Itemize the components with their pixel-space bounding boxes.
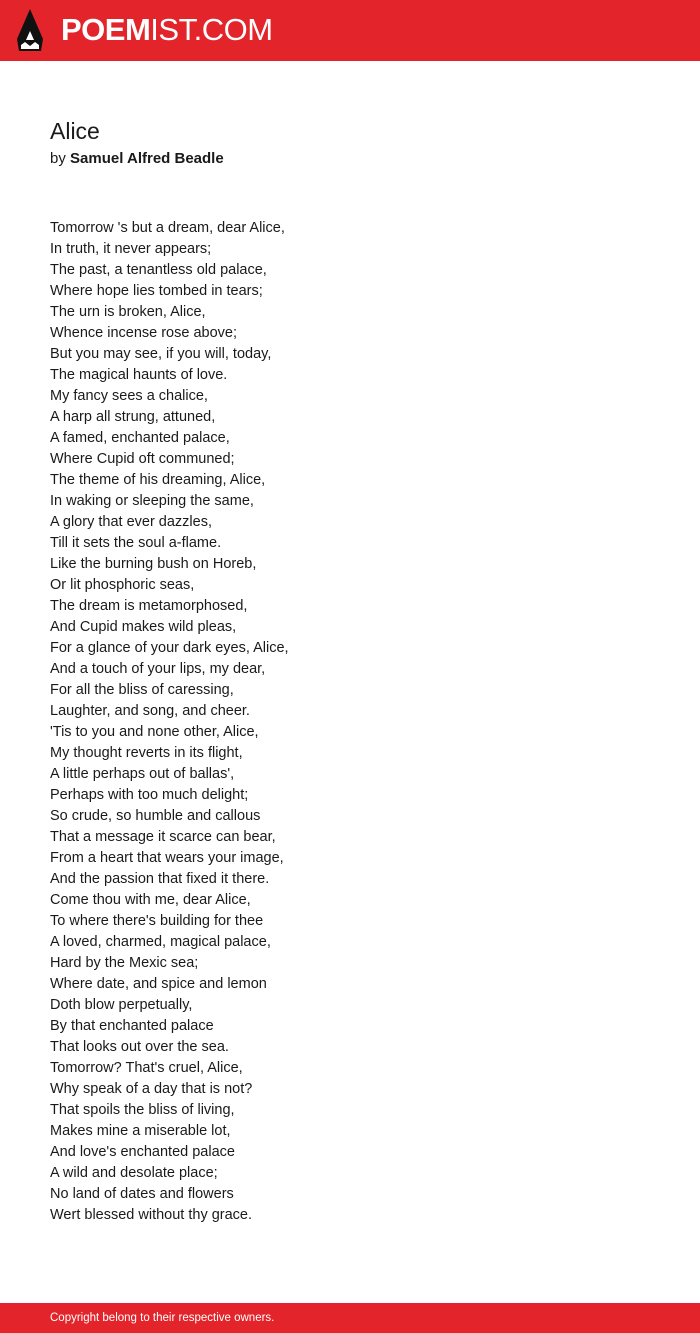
- poem-line: To where there's building for thee: [50, 913, 264, 929]
- poem-body: [50, 218, 289, 1226]
- poem-line: The urn is broken, Alice,: [50, 304, 206, 320]
- poem-line: Till it sets the soul a-flame.: [50, 535, 222, 551]
- poem-line: A glory that ever dazzles,: [50, 514, 212, 530]
- poem-line: Wert blessed without thy grace.: [50, 1207, 253, 1223]
- poem-line: A wild and desolate place;: [50, 1165, 218, 1181]
- by-label: by: [50, 150, 71, 167]
- site-footer: [0, 1303, 700, 1333]
- site-header: [0, 0, 700, 61]
- poem-line: That spoils the bliss of living,: [50, 1102, 235, 1118]
- poem-byline: [50, 148, 224, 170]
- copyright-text: Copyright belong to their respective owners.: [50, 1312, 275, 1324]
- site-logo[interactable]: [61, 12, 273, 48]
- poem-line: So crude, so humble and callous: [50, 808, 261, 824]
- poem-line: By that enchanted palace: [50, 1018, 214, 1034]
- poem-line: Perhaps with too much delight;: [50, 787, 249, 803]
- pencil-icon[interactable]: [17, 9, 43, 51]
- poem-line: Makes mine a miserable lot,: [50, 1123, 231, 1139]
- poem-line: The magical haunts of love.: [50, 367, 228, 383]
- poem-line: Or lit phosphoric seas,: [50, 577, 195, 593]
- poem-line: That a message it scarce can bear,: [50, 829, 276, 845]
- poem-line: Laughter, and song, and cheer.: [50, 703, 250, 719]
- poem-line: Come thou with me, dear Alice,: [50, 892, 251, 908]
- poem-line: The past, a tenantless old palace,: [50, 262, 267, 278]
- poem-line: And the passion that fixed it there.: [50, 871, 270, 887]
- poem-line: A harp all strung, attuned,: [50, 409, 216, 425]
- poem-line: Tomorrow 's but a dream, dear Alice,: [50, 220, 285, 236]
- poem-line: Why speak of a day that is not?: [50, 1081, 253, 1097]
- poem-title: Alice: [50, 118, 100, 144]
- poem-line: And Cupid makes wild pleas,: [50, 619, 237, 635]
- poem-line: Where Cupid oft communed;: [50, 451, 235, 467]
- poem-line: From a heart that wears your image,: [50, 850, 284, 866]
- poem-line: In waking or sleeping the same,: [50, 493, 254, 509]
- poem-line: For all the bliss of caressing,: [50, 682, 234, 698]
- logo-text-bold: POEM: [61, 12, 151, 47]
- poem-line: A little perhaps out of ballas',: [50, 766, 235, 782]
- poem-line: The theme of his dreaming, Alice,: [50, 472, 266, 488]
- poem-line: Like the burning bush on Horeb,: [50, 556, 257, 572]
- poem-line: Where date, and spice and lemon: [50, 976, 267, 992]
- poem-line: My fancy sees a chalice,: [50, 388, 208, 404]
- poem-line: And love's enchanted palace: [50, 1144, 235, 1160]
- poem-line: But you may see, if you will, today,: [50, 346, 272, 362]
- poem-line: No land of dates and flowers: [50, 1186, 234, 1202]
- poem-line: Tomorrow? That's cruel, Alice,: [50, 1060, 243, 1076]
- poem-line: Doth blow perpetually,: [50, 997, 193, 1013]
- poem-line: In truth, it never appears;: [50, 241, 212, 257]
- poem-line: 'Tis to you and none other, Alice,: [50, 724, 259, 740]
- poem-line: The dream is metamorphosed,: [50, 598, 248, 614]
- poem-line: A famed, enchanted palace,: [50, 430, 230, 446]
- poem-line: Hard by the Mexic sea;: [50, 955, 199, 971]
- poem-line: My thought reverts in its flight,: [50, 745, 243, 761]
- logo-text-light: IST.COM: [150, 12, 273, 47]
- poem-line: Whence incense rose above;: [50, 325, 237, 341]
- poem-line: A loved, charmed, magical palace,: [50, 934, 271, 950]
- poem-line: That looks out over the sea.: [50, 1039, 229, 1055]
- poem-line: For a glance of your dark eyes, Alice,: [50, 640, 289, 656]
- poem-line: And a touch of your lips, my dear,: [50, 661, 266, 677]
- poem-line: Where hope lies tombed in tears;: [50, 283, 263, 299]
- poem-author: Samuel Alfred Beadle: [70, 150, 224, 167]
